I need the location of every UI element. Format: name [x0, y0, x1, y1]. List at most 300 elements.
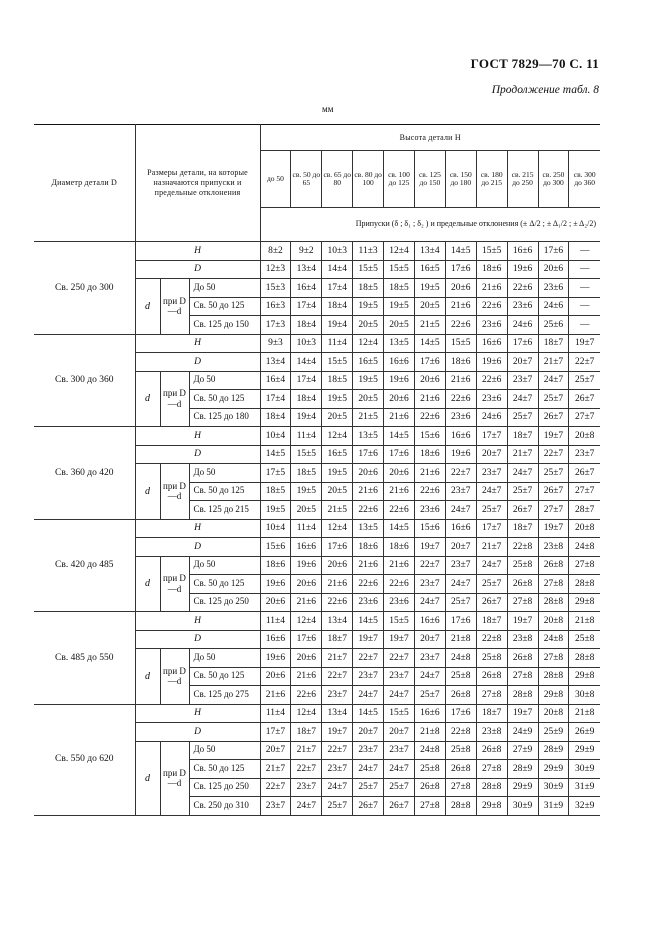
value-cell: 13±4 [414, 242, 445, 261]
value-cell: 23±6 [507, 297, 538, 316]
value-cell: 27±8 [507, 667, 538, 686]
value-cell: 20±7 [260, 741, 291, 760]
value-cell: 24±7 [445, 501, 476, 520]
value-cell: 14±5 [445, 242, 476, 261]
value-cell: 21±6 [384, 556, 415, 575]
height-range-header: св. 65 до 80 [322, 151, 353, 208]
value-cell: 17±6 [445, 612, 476, 631]
value-cell: 26±9 [569, 723, 600, 742]
value-cell: 22±6 [507, 279, 538, 298]
value-cell: 18±5 [384, 279, 415, 298]
sizes-column-header: Размеры детали, на которые назначаются припуски и предельные отклонения [135, 125, 260, 242]
value-cell: 24±6 [538, 297, 569, 316]
value-cell: 30±9 [538, 778, 569, 797]
value-cell: 24±7 [291, 797, 322, 816]
value-cell: 26±8 [414, 778, 445, 797]
value-cell: 24±6 [507, 316, 538, 335]
height-column-header: Высота детали H [260, 125, 600, 151]
d-range-label: Св. 50 до 125 [189, 390, 260, 409]
value-cell: 21±6 [445, 297, 476, 316]
value-cell: 23±6 [476, 316, 507, 335]
row-label-D: D [135, 723, 260, 742]
value-cell: 15±6 [260, 538, 291, 557]
value-cell: 23±7 [384, 667, 415, 686]
row-label-H: H [135, 519, 260, 538]
value-cell: 10±3 [291, 334, 322, 353]
value-cell: 19±5 [322, 390, 353, 409]
value-cell: 15±5 [291, 445, 322, 464]
value-cell: 30±8 [569, 686, 600, 705]
value-cell: 16±6 [476, 334, 507, 353]
value-cell: 19±5 [260, 501, 291, 520]
value-cell: 21±6 [445, 371, 476, 390]
d-range-label: Св. 50 до 125 [189, 760, 260, 779]
d-range-label: Св. 125 до 150 [189, 316, 260, 335]
value-cell: 19±7 [538, 519, 569, 538]
value-cell: 14±4 [291, 353, 322, 372]
value-cell: 19±7 [569, 334, 600, 353]
value-cell: 22±6 [445, 316, 476, 335]
row-label-D: D [135, 445, 260, 464]
value-cell: 16±5 [353, 353, 384, 372]
value-cell: 14±5 [384, 427, 415, 446]
d-range-label: Св. 125 до 250 [189, 593, 260, 612]
value-cell: 20±6 [291, 575, 322, 594]
value-cell: 15±5 [476, 242, 507, 261]
value-cell: 20±6 [260, 667, 291, 686]
value-cell: 25±7 [538, 464, 569, 483]
value-cell: 27±7 [569, 408, 600, 427]
value-cell: 17±7 [476, 427, 507, 446]
value-cell: 23±6 [384, 593, 415, 612]
value-cell: 17±4 [260, 390, 291, 409]
value-cell: 23±7 [322, 760, 353, 779]
value-cell: 21±7 [538, 353, 569, 372]
value-cell: 27±8 [538, 575, 569, 594]
value-cell: 16±5 [414, 260, 445, 279]
row-label-D: D [135, 353, 260, 372]
value-cell: 20±6 [384, 464, 415, 483]
value-cell: 23±6 [476, 390, 507, 409]
value-cell: 16±3 [260, 297, 291, 316]
value-cell: 9±2 [291, 242, 322, 261]
value-cell: 14±5 [260, 445, 291, 464]
value-cell: 22±8 [445, 723, 476, 742]
value-cell: 22±8 [507, 538, 538, 557]
value-cell: 23±7 [445, 482, 476, 501]
value-cell: 26±7 [476, 593, 507, 612]
value-cell: — [569, 279, 600, 298]
value-cell: 22±6 [414, 408, 445, 427]
value-cell: 28±9 [538, 741, 569, 760]
value-cell: 18±4 [291, 316, 322, 335]
height-range-header: св. 180 до 215 [476, 151, 507, 208]
value-cell: 17±6 [384, 445, 415, 464]
value-cell: 26±7 [569, 464, 600, 483]
value-cell: 14±5 [353, 704, 384, 723]
value-cell: 32±9 [569, 797, 600, 816]
value-cell: 27±8 [507, 593, 538, 612]
value-cell: 28±8 [569, 575, 600, 594]
diameter-range-cell: Св. 485 до 550 [34, 612, 135, 705]
value-cell: — [569, 242, 600, 261]
value-cell: 25±7 [507, 482, 538, 501]
value-cell: 28±7 [569, 501, 600, 520]
value-cell: 11±4 [260, 704, 291, 723]
value-cell: 27±8 [569, 556, 600, 575]
d-range-label: До 50 [189, 371, 260, 390]
value-cell: 29±8 [569, 593, 600, 612]
value-cell: 25±7 [569, 371, 600, 390]
value-cell: 13±5 [353, 427, 384, 446]
pri-D-minus-d-label: при D—d [160, 464, 189, 520]
value-cell: 18±7 [538, 334, 569, 353]
value-cell: — [569, 316, 600, 335]
value-cell: 24±7 [414, 593, 445, 612]
pri-D-minus-d-label: при D—d [160, 649, 189, 705]
value-cell: 17±6 [322, 538, 353, 557]
value-cell: 10±3 [322, 242, 353, 261]
table-row [34, 612, 600, 631]
d-range-label: Св. 125 до 180 [189, 408, 260, 427]
value-cell: 24±7 [384, 760, 415, 779]
value-cell: 14±5 [353, 612, 384, 631]
value-cell: 20±6 [445, 279, 476, 298]
value-cell: 20±5 [322, 482, 353, 501]
d-range-label: Св. 250 до 310 [189, 797, 260, 816]
value-cell: 19±4 [291, 408, 322, 427]
height-range-header: св. 125 до 150 [414, 151, 445, 208]
value-cell: 20±5 [353, 390, 384, 409]
value-cell: 28±8 [538, 667, 569, 686]
value-cell: 8±2 [260, 242, 291, 261]
value-cell: 20±6 [353, 464, 384, 483]
value-cell: 26±8 [507, 649, 538, 668]
value-cell: 18±4 [260, 408, 291, 427]
value-cell: 22±6 [476, 371, 507, 390]
value-cell: 21±6 [476, 279, 507, 298]
value-cell: 25±7 [353, 778, 384, 797]
value-cell: 13±5 [353, 519, 384, 538]
value-cell: 24±7 [476, 482, 507, 501]
pri-D-minus-d-label: при D—d [160, 741, 189, 815]
value-cell: 14±5 [384, 519, 415, 538]
value-cell: 21±5 [414, 316, 445, 335]
value-cell: 22±7 [414, 556, 445, 575]
value-cell: 17±6 [445, 704, 476, 723]
value-cell: 21±5 [353, 408, 384, 427]
height-range-header: св. 100 до 125 [384, 151, 415, 208]
value-cell: 23±6 [353, 593, 384, 612]
value-cell: 15±5 [322, 353, 353, 372]
value-cell: 22±7 [353, 649, 384, 668]
value-cell: 21±7 [476, 538, 507, 557]
value-cell: 20±5 [291, 501, 322, 520]
value-cell: 17±3 [260, 316, 291, 335]
value-cell: 13±5 [384, 334, 415, 353]
value-cell: 19±6 [260, 575, 291, 594]
value-cell: 28±9 [507, 760, 538, 779]
value-cell: 18±7 [291, 723, 322, 742]
value-cell: 12±4 [322, 427, 353, 446]
height-range-header: до 50 [260, 151, 291, 208]
value-cell: 18±5 [291, 464, 322, 483]
value-cell: 23±8 [507, 630, 538, 649]
value-cell: 24±7 [445, 575, 476, 594]
value-cell: 31±9 [538, 797, 569, 816]
value-cell: 18±6 [353, 538, 384, 557]
value-cell: 27±7 [538, 501, 569, 520]
value-cell: 19±6 [476, 353, 507, 372]
value-cell: 23±7 [291, 778, 322, 797]
d-range-label: Св. 125 до 250 [189, 778, 260, 797]
value-cell: 16±5 [322, 445, 353, 464]
value-cell: 15±5 [384, 612, 415, 631]
value-cell: 23±6 [414, 501, 445, 520]
value-cell: 22±6 [384, 501, 415, 520]
value-cell: 22±7 [445, 464, 476, 483]
value-cell: 29±9 [538, 760, 569, 779]
value-cell: 31±9 [569, 778, 600, 797]
value-cell: 25±8 [445, 741, 476, 760]
value-cell: 25±8 [445, 667, 476, 686]
value-cell: 17±4 [291, 371, 322, 390]
value-cell: 27±7 [569, 482, 600, 501]
value-cell: 17±6 [353, 445, 384, 464]
value-cell: 25±7 [507, 408, 538, 427]
value-cell: 16±6 [260, 630, 291, 649]
allowance-note: Припуски (δ ; δ₁ ; δ₂ ) и предельные отклонения (± Δ/2 ; ± Δ₁/2 ; ± Δ₂/2) [260, 208, 600, 242]
value-cell: 19±7 [507, 612, 538, 631]
value-cell: 30±9 [507, 797, 538, 816]
value-cell: 20±5 [414, 297, 445, 316]
row-label-D: D [135, 630, 260, 649]
value-cell: 28±8 [476, 778, 507, 797]
value-cell: 19±5 [353, 297, 384, 316]
value-cell: 23±7 [322, 686, 353, 705]
value-cell: 20±5 [322, 408, 353, 427]
value-cell: 20±5 [353, 316, 384, 335]
value-cell: 19±6 [384, 371, 415, 390]
height-range-header: св. 300 до 360 [569, 151, 600, 208]
value-cell: 16±4 [291, 279, 322, 298]
value-cell: 26±8 [476, 741, 507, 760]
value-cell: 26±7 [538, 482, 569, 501]
value-cell: 12±4 [353, 334, 384, 353]
value-cell: 22±7 [384, 649, 415, 668]
value-cell: 24±7 [353, 686, 384, 705]
value-cell: 25±7 [414, 686, 445, 705]
value-cell: 19±6 [507, 260, 538, 279]
diameter-range-cell: Св. 550 до 620 [34, 704, 135, 815]
value-cell: 12±4 [291, 612, 322, 631]
value-cell: 24±7 [507, 390, 538, 409]
table-continuation-label: Продолжение табл. 8 [491, 84, 599, 96]
value-cell: 22±7 [538, 445, 569, 464]
value-cell: 20±8 [538, 704, 569, 723]
value-cell: 27±8 [414, 797, 445, 816]
pri-D-minus-d-label: при D—d [160, 279, 189, 335]
value-cell: 21±8 [569, 704, 600, 723]
value-cell: 20±6 [322, 556, 353, 575]
row-label-d: d [135, 741, 160, 815]
value-cell: 17±6 [414, 353, 445, 372]
value-cell: 25±7 [538, 390, 569, 409]
value-cell: 20±8 [569, 519, 600, 538]
value-cell: 20±6 [260, 593, 291, 612]
value-cell: 23±7 [507, 371, 538, 390]
value-cell: 26±8 [538, 556, 569, 575]
value-cell: 17±6 [445, 260, 476, 279]
value-cell: 15±5 [384, 260, 415, 279]
diameter-range-cell: Св. 250 до 300 [34, 242, 135, 335]
diameter-range-cell: Св. 420 до 485 [34, 519, 135, 612]
row-label-d: d [135, 371, 160, 427]
value-cell: 25±7 [476, 575, 507, 594]
value-cell: 22±7 [260, 778, 291, 797]
value-cell: 21±8 [445, 630, 476, 649]
value-cell: 19±5 [384, 297, 415, 316]
value-cell: 18±7 [476, 704, 507, 723]
pri-D-minus-d-label: при D—d [160, 556, 189, 612]
pri-D-minus-d-label: при D—d [160, 371, 189, 427]
row-label-d: d [135, 464, 160, 520]
value-cell: 28±8 [507, 686, 538, 705]
value-cell: 21±6 [353, 556, 384, 575]
value-cell: 20±8 [538, 612, 569, 631]
value-cell: 18±6 [445, 353, 476, 372]
value-cell: 21±6 [322, 575, 353, 594]
value-cell: 19±5 [291, 482, 322, 501]
value-cell: 20±6 [291, 649, 322, 668]
value-cell: 19±4 [322, 316, 353, 335]
d-range-label: До 50 [189, 649, 260, 668]
value-cell: 17±7 [476, 519, 507, 538]
value-cell: 19±5 [353, 371, 384, 390]
value-cell: 21±6 [384, 482, 415, 501]
diameter-range-cell: Св. 360 до 420 [34, 427, 135, 520]
value-cell: 18±6 [384, 538, 415, 557]
value-cell: 12±4 [384, 242, 415, 261]
value-cell: 25±8 [507, 556, 538, 575]
value-cell: 23±6 [445, 408, 476, 427]
value-cell: 23±6 [538, 279, 569, 298]
value-cell: 17±4 [291, 297, 322, 316]
value-cell: — [569, 260, 600, 279]
row-label-d: d [135, 279, 160, 335]
value-cell: 19±5 [322, 464, 353, 483]
value-cell: 27±8 [445, 778, 476, 797]
value-cell: 25±7 [445, 593, 476, 612]
value-cell: 29±9 [507, 778, 538, 797]
value-cell: 18±4 [322, 297, 353, 316]
value-cell: 29±9 [569, 741, 600, 760]
value-cell: 26±8 [445, 760, 476, 779]
value-cell: 21±6 [414, 390, 445, 409]
height-range-header: св. 50 до 65 [291, 151, 322, 208]
value-cell: 16±6 [291, 538, 322, 557]
row-label-H: H [135, 612, 260, 631]
unit-label: мм [322, 104, 334, 114]
value-cell: 17±7 [260, 723, 291, 742]
value-cell: 24±7 [384, 686, 415, 705]
value-cell: 20±6 [414, 371, 445, 390]
value-cell: 22±7 [291, 760, 322, 779]
value-cell: 19±6 [291, 556, 322, 575]
value-cell: 21±6 [353, 482, 384, 501]
table-row [34, 334, 600, 353]
value-cell: 29±8 [476, 797, 507, 816]
value-cell: 13±4 [291, 260, 322, 279]
value-cell: 16±6 [507, 242, 538, 261]
value-cell: 27±8 [476, 686, 507, 705]
table-row [34, 704, 600, 723]
row-label-H: H [135, 427, 260, 446]
value-cell: 19±7 [384, 630, 415, 649]
value-cell: 18±7 [507, 519, 538, 538]
value-cell: 18±6 [414, 445, 445, 464]
value-cell: 21±6 [260, 686, 291, 705]
value-cell: 25±8 [414, 760, 445, 779]
row-label-H: H [135, 242, 260, 261]
value-cell: 17±6 [538, 242, 569, 261]
value-cell: 26±7 [538, 408, 569, 427]
value-cell: 13±4 [260, 353, 291, 372]
value-cell: 18±7 [476, 612, 507, 631]
value-cell: 18±5 [322, 371, 353, 390]
d-range-label: До 50 [189, 741, 260, 760]
value-cell: 21±6 [291, 593, 322, 612]
value-cell: 22±7 [569, 353, 600, 372]
value-cell: 25±7 [322, 797, 353, 816]
value-cell: 11±4 [260, 612, 291, 631]
value-cell: 21±5 [322, 501, 353, 520]
value-cell: 23±7 [414, 575, 445, 594]
value-cell: 18±6 [260, 556, 291, 575]
value-cell: 19±6 [260, 649, 291, 668]
value-cell: 19±7 [538, 427, 569, 446]
value-cell: — [569, 297, 600, 316]
value-cell: 15±3 [260, 279, 291, 298]
value-cell: 20±7 [476, 445, 507, 464]
value-cell: 27±8 [476, 760, 507, 779]
value-cell: 19±7 [322, 723, 353, 742]
value-cell: 26±7 [353, 797, 384, 816]
value-cell: 20±7 [507, 353, 538, 372]
value-cell: 13±4 [322, 612, 353, 631]
value-cell: 26±7 [384, 797, 415, 816]
value-cell: 14±5 [414, 334, 445, 353]
value-cell: 21±8 [569, 612, 600, 631]
d-range-label: До 50 [189, 279, 260, 298]
value-cell: 16±6 [414, 704, 445, 723]
value-cell: 18±5 [260, 482, 291, 501]
value-cell: 19±7 [414, 538, 445, 557]
value-cell: 20±6 [384, 390, 415, 409]
value-cell: 29±8 [538, 686, 569, 705]
value-cell: 16±6 [445, 519, 476, 538]
value-cell: 28±8 [538, 593, 569, 612]
value-cell: 23±8 [538, 538, 569, 557]
value-cell: 18±7 [322, 630, 353, 649]
value-cell: 13±4 [322, 704, 353, 723]
diameter-column-header: Диаметр детали D [34, 125, 135, 242]
value-cell: 11±4 [322, 334, 353, 353]
value-cell: 21±7 [322, 649, 353, 668]
row-label-D: D [135, 260, 260, 279]
value-cell: 18±6 [476, 260, 507, 279]
value-cell: 24±7 [322, 778, 353, 797]
